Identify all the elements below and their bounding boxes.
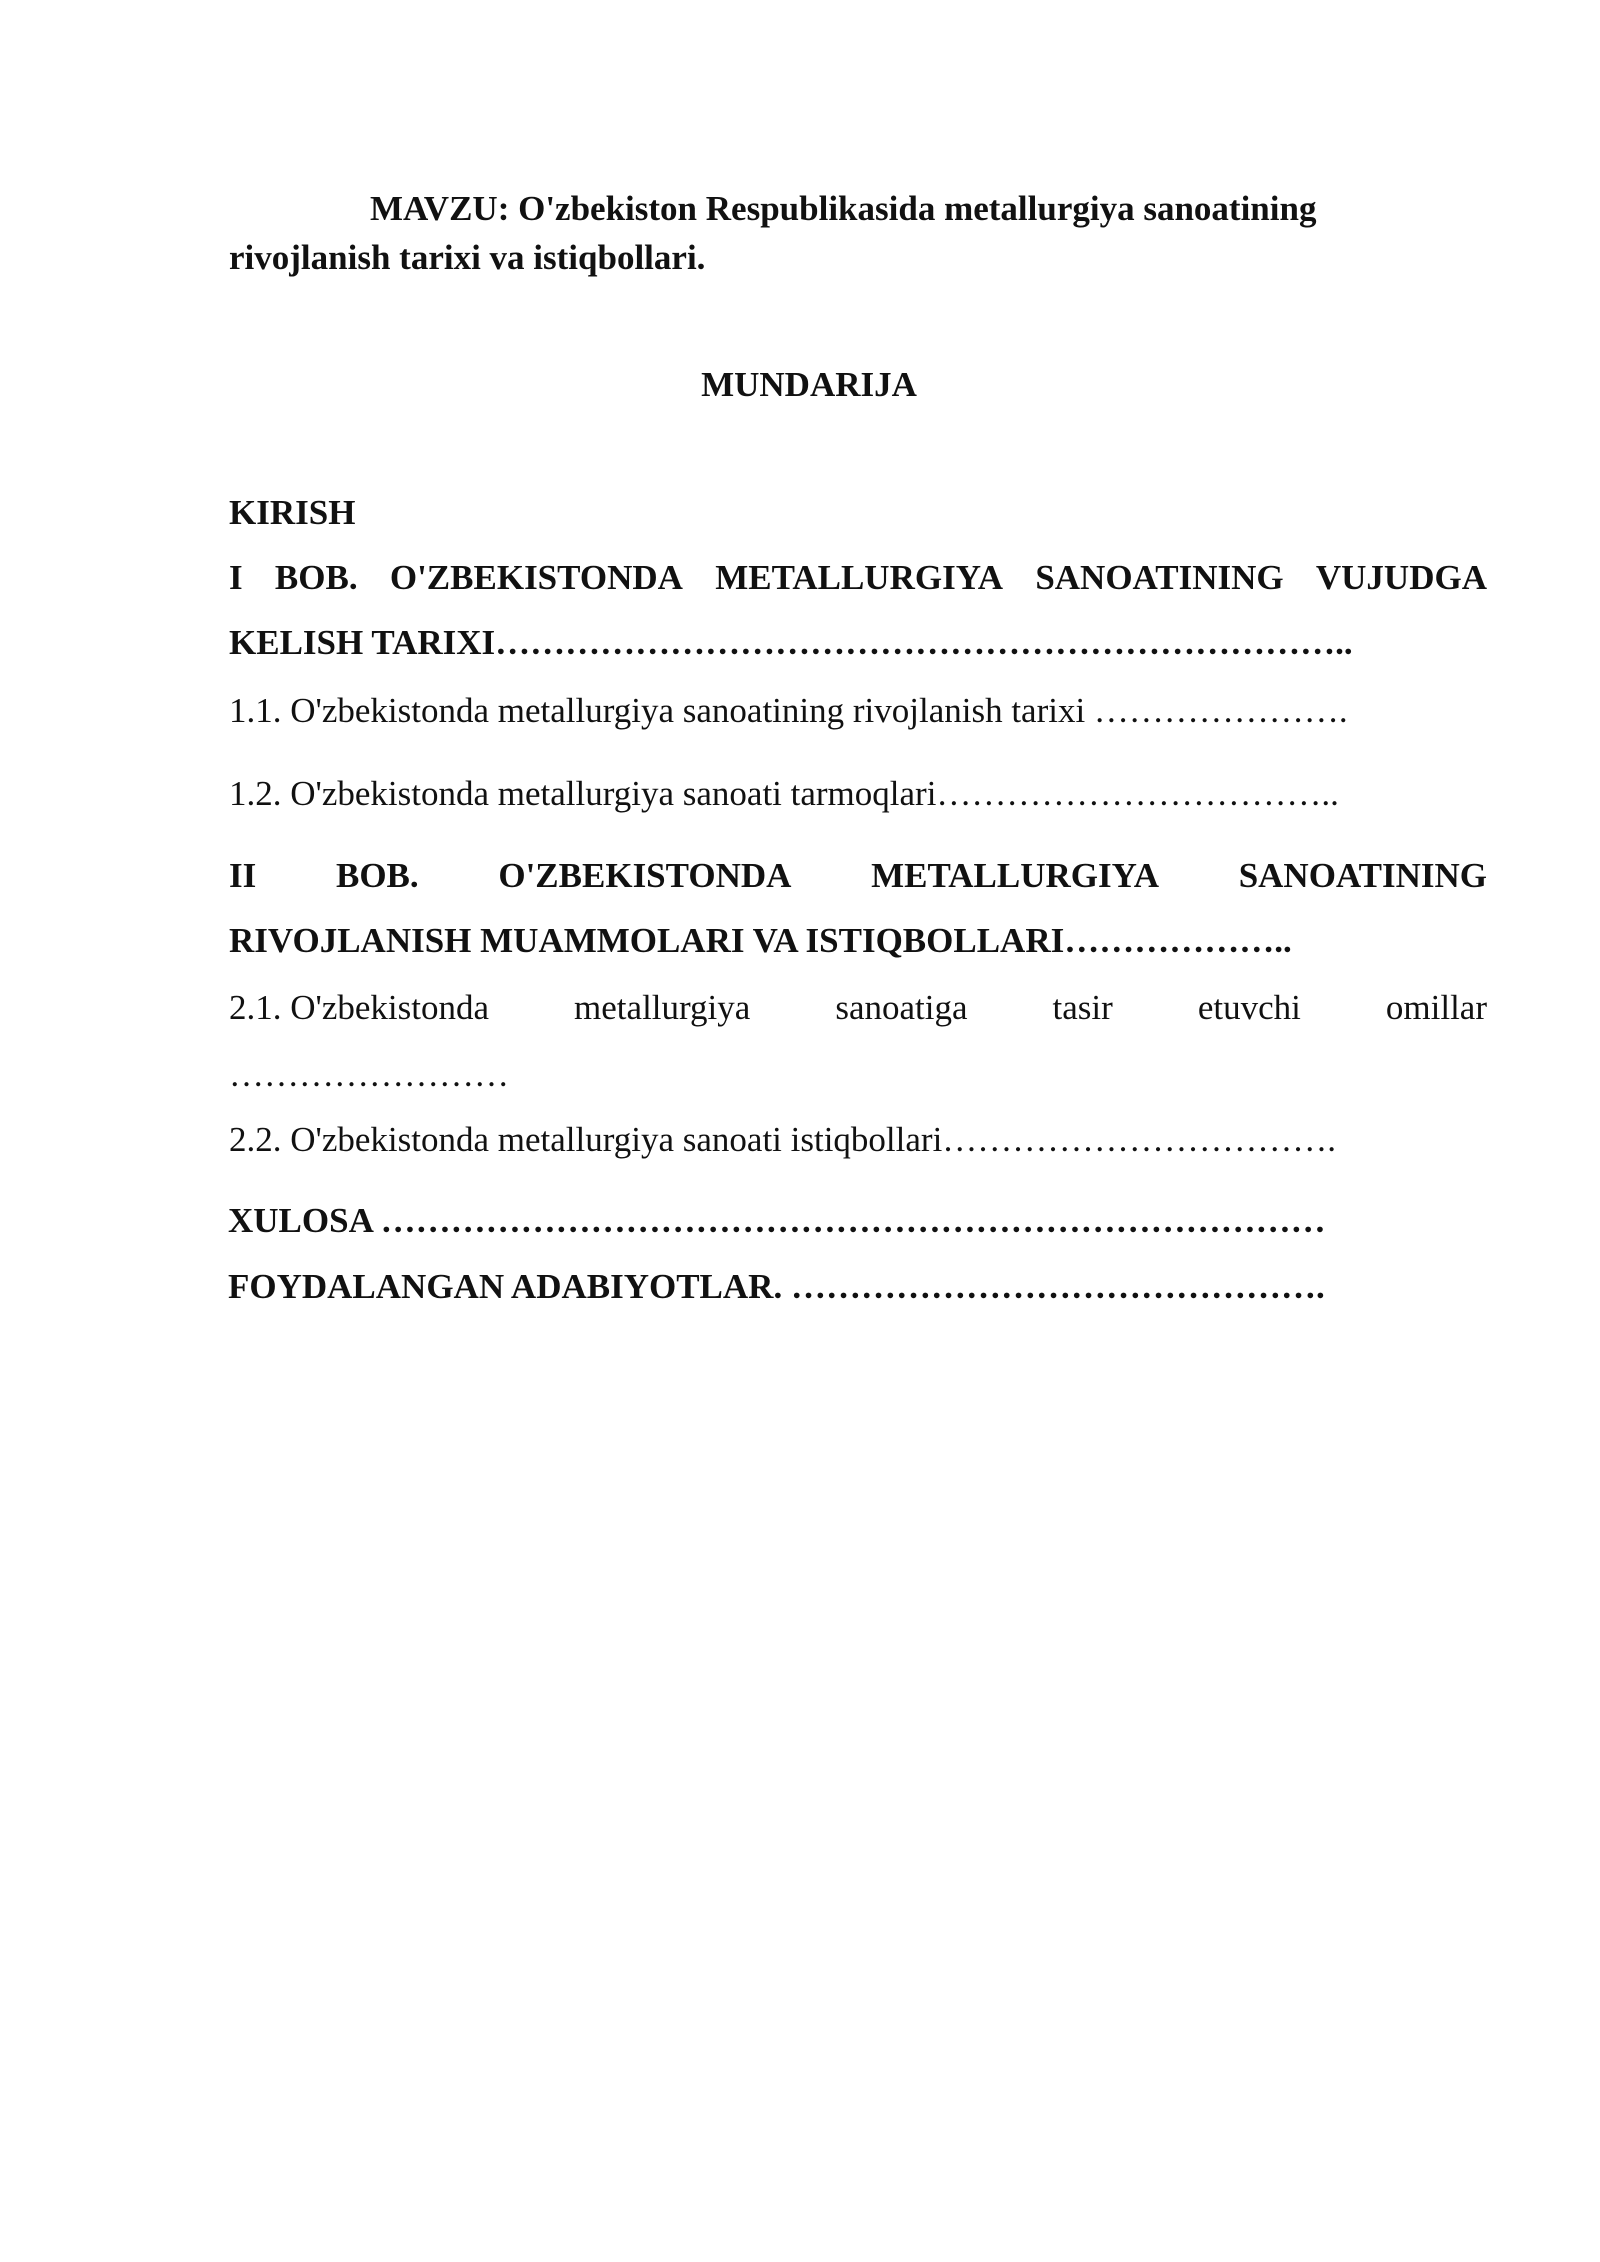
toc-chapter-1-word: I [229,558,243,597]
toc-chapter-2-word: BOB. [335,856,419,895]
toc-chapter-2-word: O'ZBEKISTONDA [498,856,792,895]
toc-chapter-1-word: METALLURGIYA [715,558,1004,597]
toc-chapter-1-word: SANOATINING [1035,558,1284,597]
toc-chapter-1-line-2: KELISH TARIXI……………………………………………………………….. [229,623,1353,662]
toc-chapter-1-word: BOB. [274,558,358,597]
title-line-2: rivojlanish tarixi va istiqbollari. [229,238,706,277]
toc-section-2-1-word: tasir [1052,988,1113,1027]
toc-section-2-1-word: sanoatiga [835,988,968,1027]
toc-section-2-2: 2.2. O'zbekistonda metallurgiya sanoati istiqbollari……………………………. [229,1120,1337,1159]
toc-chapter-2-word: II [229,856,257,895]
toc-chapter-2-line-2: RIVOJLANISH MUAMMOLARI VA ISTIQBOLLARI……………….. [229,921,1292,960]
toc-chapter-1-word: O'ZBEKISTONDA [389,558,683,597]
toc-section-2-1-word: etuvchi [1197,988,1301,1027]
toc-section-1-1: 1.1. O'zbekistonda metallurgiya sanoatining rivojlanish tarixi …………………. [229,691,1348,730]
toc-chapter-1-word: VUJUDGA [1315,558,1487,597]
toc-conclusion: XULOSA ……………………………………………………………………… [228,1201,1326,1240]
toc-introduction: KIRISH [229,493,356,532]
toc-references: FOYDALANGAN ADABIYOTLAR. ………………………………………. [228,1267,1325,1306]
contents-heading: MUNDARIJA [701,365,917,404]
toc-chapter-2-line-1 [229,853,1487,899]
toc-section-1-2: 1.2. O'zbekistonda metallurgiya sanoati tarmoqlari…………………………….. [229,774,1339,813]
toc-section-2-1-line-1 [229,985,1487,1031]
toc-section-2-1-word: omillar [1385,988,1487,1027]
toc-section-2-1-word: 2.1. O'zbekistonda [229,988,490,1027]
toc-chapter-2-word: SANOATINING [1238,856,1487,895]
toc-section-2-1-line-2: …………………… [229,1055,509,1094]
toc-chapter-1-line-1 [229,555,1487,601]
toc-chapter-2-word: METALLURGIYA [871,856,1159,895]
title-line-1: MAVZU: O'zbekiston Respublikasida metallurgiya sanoatining [370,189,1317,228]
toc-section-2-1-word: metallurgiya [574,988,751,1027]
